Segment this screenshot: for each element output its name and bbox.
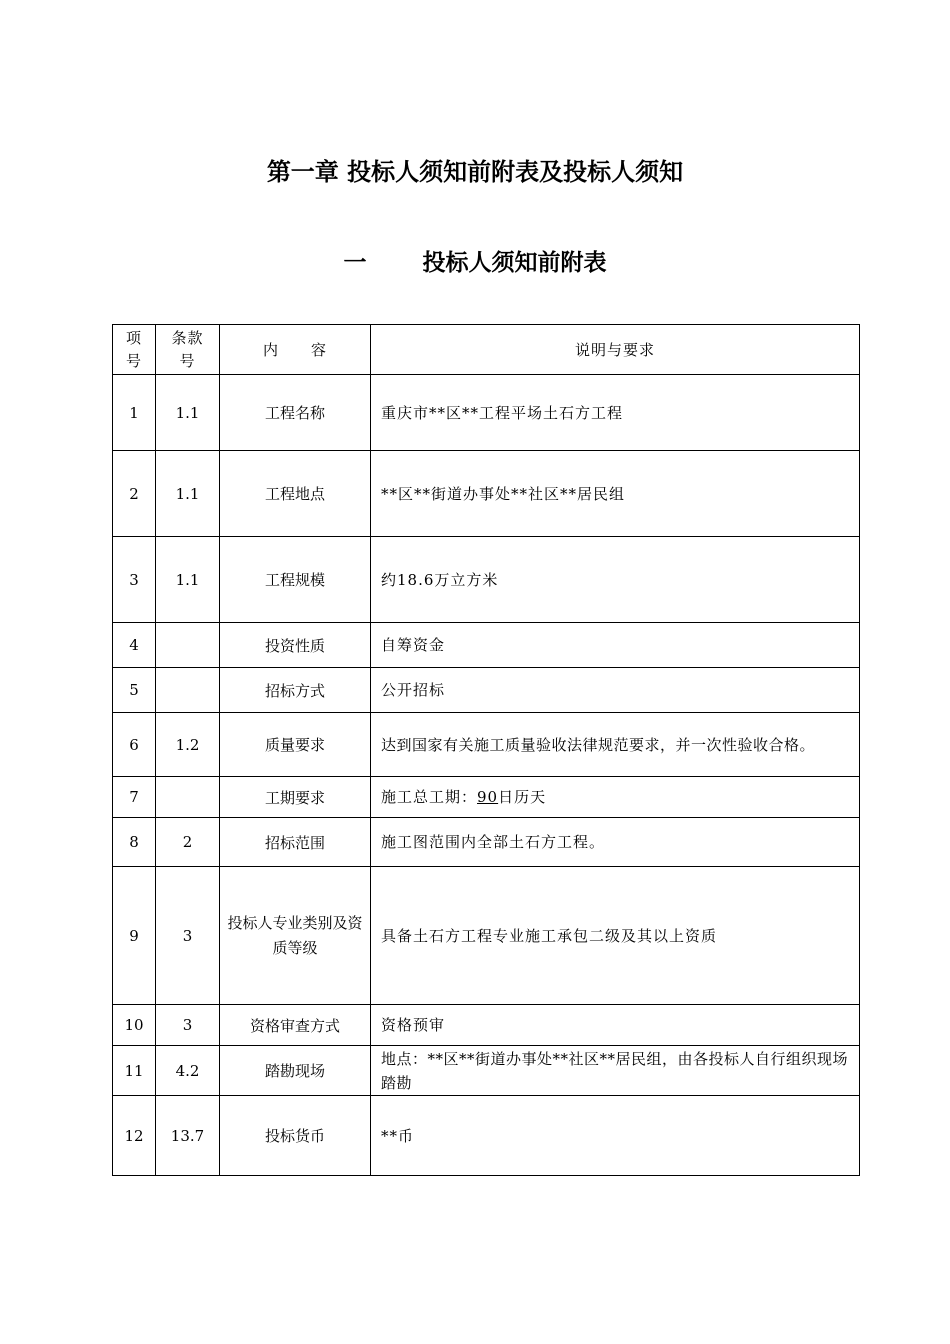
row-description bbox=[371, 777, 860, 818]
row-description: 公开招标 bbox=[371, 668, 860, 713]
table-header-row bbox=[113, 325, 860, 375]
table-row bbox=[113, 623, 860, 668]
section-title bbox=[0, 244, 950, 277]
row-clause: 4.2 bbox=[156, 1046, 220, 1096]
row-no: 4 bbox=[113, 623, 156, 668]
row-content: 踏勘现场 bbox=[220, 1046, 371, 1096]
row-clause bbox=[156, 668, 220, 713]
row-content: 投标货币 bbox=[220, 1096, 371, 1176]
table-row bbox=[113, 867, 860, 1005]
table-row bbox=[113, 668, 860, 713]
pre-attached-table bbox=[112, 324, 860, 1176]
row-description: 具备土石方工程专业施工承包二级及其以上资质 bbox=[371, 867, 860, 1005]
row-description: **币 bbox=[371, 1096, 860, 1176]
row-description: 自筹资金 bbox=[371, 623, 860, 668]
table-row bbox=[113, 1096, 860, 1176]
chapter-title: 第一章 投标人须知前附表及投标人须知 bbox=[266, 158, 684, 186]
table-row bbox=[113, 537, 860, 623]
table-row bbox=[113, 777, 860, 818]
row-clause: 1.1 bbox=[156, 537, 220, 623]
row-description: 达到国家有关施工质量验收法律规范要求，并一次性验收合格。 bbox=[371, 713, 860, 777]
row-clause: 3 bbox=[156, 1005, 220, 1046]
row-content: 工期要求 bbox=[220, 777, 371, 818]
row-no: 12 bbox=[113, 1096, 156, 1176]
row-description: 约18.6万立方米 bbox=[371, 537, 860, 623]
row-clause: 1.2 bbox=[156, 713, 220, 777]
row-no: 3 bbox=[113, 537, 156, 623]
row-content: 质量要求 bbox=[220, 713, 371, 777]
row-content: 投标人专业类别及资质等级 bbox=[220, 867, 371, 1005]
row-content: 招标范围 bbox=[220, 818, 371, 867]
row-content: 工程规模 bbox=[220, 537, 371, 623]
row-content: 资格审查方式 bbox=[220, 1005, 371, 1046]
table-row bbox=[113, 375, 860, 451]
row-no: 7 bbox=[113, 777, 156, 818]
table-row bbox=[113, 1005, 860, 1046]
row-description: 资格预审 bbox=[371, 1005, 860, 1046]
header-clause-no: 条款号 bbox=[156, 325, 220, 375]
table-row bbox=[113, 451, 860, 537]
row-content: 工程地点 bbox=[220, 451, 371, 537]
row-clause bbox=[156, 777, 220, 818]
header-content: 内 容 bbox=[220, 325, 371, 375]
row-clause: 1.1 bbox=[156, 451, 220, 537]
row-clause bbox=[156, 623, 220, 668]
row-clause: 1.1 bbox=[156, 375, 220, 451]
row-no: 1 bbox=[113, 375, 156, 451]
duration-prefix: 施工总工期： bbox=[381, 788, 478, 806]
row-description: **区**街道办事处**社区**居民组 bbox=[371, 451, 860, 537]
row-clause: 13.7 bbox=[156, 1096, 220, 1176]
row-description: 重庆市**区**工程平场土石方工程 bbox=[371, 375, 860, 451]
row-clause: 2 bbox=[156, 818, 220, 867]
row-content: 招标方式 bbox=[220, 668, 371, 713]
row-description: 施工图范围内全部土石方工程。 bbox=[371, 818, 860, 867]
row-content: 工程名称 bbox=[220, 375, 371, 451]
row-no: 10 bbox=[113, 1005, 156, 1046]
header-description: 说明与要求 bbox=[371, 325, 860, 375]
duration-value: 90 bbox=[477, 788, 499, 806]
header-item-no: 项号 bbox=[113, 325, 156, 375]
row-no: 9 bbox=[113, 867, 156, 1005]
section-title-text: 投标人须知前附表 bbox=[422, 250, 607, 276]
row-content: 投资性质 bbox=[220, 623, 371, 668]
duration-suffix: 日历天 bbox=[498, 788, 547, 806]
row-no: 2 bbox=[113, 451, 156, 537]
row-no: 8 bbox=[113, 818, 156, 867]
row-no: 6 bbox=[113, 713, 156, 777]
table-row bbox=[113, 818, 860, 867]
table-row bbox=[113, 713, 860, 777]
row-no: 11 bbox=[113, 1046, 156, 1096]
row-description: 地点：**区**街道办事处**社区**居民组，由各投标人自行组织现场踏勘 bbox=[371, 1046, 860, 1096]
row-clause: 3 bbox=[156, 867, 220, 1005]
row-no: 5 bbox=[113, 668, 156, 713]
section-number: 一 bbox=[343, 250, 367, 276]
table-row bbox=[113, 1046, 860, 1096]
